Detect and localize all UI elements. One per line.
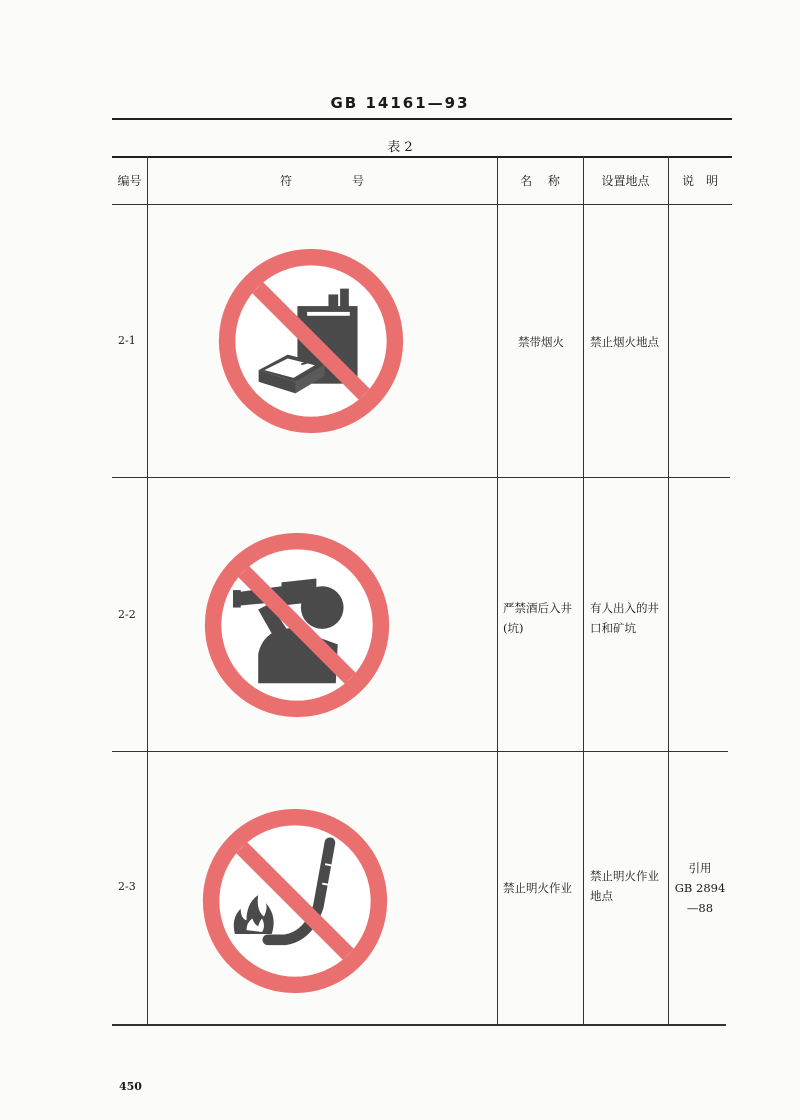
page-number: 450 — [119, 1080, 142, 1093]
col-divider — [147, 156, 148, 1026]
sign-name — [503, 598, 572, 638]
row-divider — [112, 751, 728, 752]
sign-note-line: —88 — [686, 901, 714, 915]
row-number: 2-1 — [118, 334, 136, 347]
col-header-name: 名 称 — [520, 174, 560, 188]
col-divider — [497, 156, 498, 1026]
sign-name-line: 严禁酒后入井 — [503, 601, 572, 615]
sign-location-line: 地点 — [590, 889, 613, 903]
table-bottom-rule — [112, 1024, 726, 1026]
sign-location: 禁止烟火地点 — [590, 335, 659, 349]
sign-note-line: GB 2894 — [674, 881, 726, 895]
col-header-number: 编号 — [117, 174, 142, 188]
row-number: 2-2 — [118, 608, 136, 621]
row-number: 2-3 — [118, 880, 136, 893]
sign-location-line: 有人出入的井 — [590, 601, 659, 615]
sign-name: 禁止明火作业 — [503, 881, 572, 895]
table-caption: 表 2 — [387, 140, 413, 155]
standard-code: GB 14161—93 — [330, 94, 470, 112]
sign-location-line: 禁止明火作业 — [590, 869, 659, 883]
col-header-symbol: 符 号 — [279, 174, 364, 188]
col-divider — [583, 156, 584, 1026]
sign-location-line: 口和矿坑 — [590, 621, 636, 635]
sign-location — [590, 866, 659, 906]
no-smoking-materials-sign-icon — [214, 244, 408, 438]
col-header-note: 说 明 — [681, 174, 718, 188]
no-open-flame-sign-icon — [198, 804, 392, 998]
table-top-rule — [112, 156, 732, 158]
top-rule — [112, 118, 732, 120]
sign-name: 禁带烟火 — [518, 335, 564, 349]
sign-location — [590, 598, 659, 638]
sign-note-line: 引用 — [688, 861, 712, 875]
header-divider — [112, 204, 732, 205]
sign-name-line: (坑) — [503, 621, 524, 635]
col-header-location: 设置地点 — [601, 174, 650, 188]
sign-note — [668, 858, 732, 918]
row-divider — [112, 477, 730, 478]
no-drinking-sign-icon — [200, 528, 394, 722]
